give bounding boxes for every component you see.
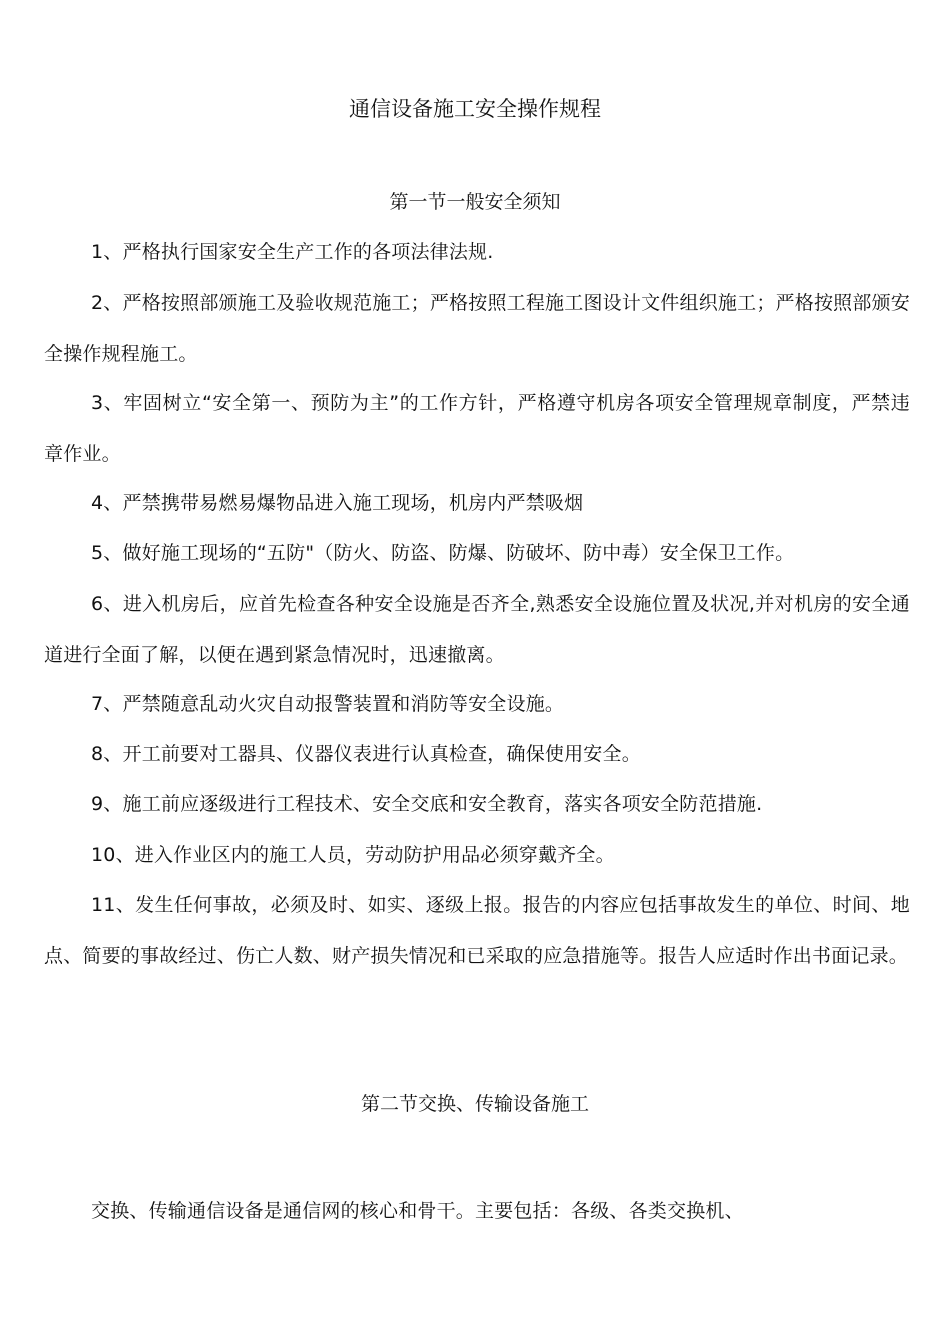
- section-1-item-2: 2、严格按照部颁施工及验收规范施工；严格按照工程施工图设计文件组织施工；严格按照部颁安全操作规程施工。: [44, 292, 910, 365]
- section-1-item-10: 10、进入作业区内的施工人员，劳动防护用品必须穿戴齐全。: [91, 844, 615, 866]
- section-1-item-6: 6、进入机房后，应首先检查各种安全设施是否齐全,熟悉安全设施位置及状况,并对机房的安全通道进行全面了解，以便在遇到紧急情况时，迅速撤离。: [44, 593, 910, 666]
- section-1-item-8: 8、开工前要对工器具、仪器仪表进行认真检查，确保使用安全。: [91, 743, 641, 765]
- section-1-item-4: 4、严禁携带易燃易爆物品进入施工现场，机房内严禁吸烟: [91, 492, 584, 514]
- section-1-item-9: 9、施工前应逐级进行工程技术、安全交底和安全教育，落实各项安全防范措施.: [91, 793, 763, 815]
- section-1-heading: 第一节一般安全须知: [389, 191, 561, 213]
- section-1-item-3: 3、牢固树立“安全第一、预防为主”的工作方针，严格遵守机房各项安全管理规章制度，严禁违章作业。: [44, 392, 910, 465]
- section-1-item-5: 5、做好施工现场的“五防"（防火、防盗、防爆、防破坏、防中毒）安全保卫工作。: [91, 542, 795, 564]
- document-title: 通信设备施工安全操作规程: [349, 97, 601, 121]
- section-1-item-1: 1、严格执行国家安全生产工作的各项法律法规.: [91, 241, 494, 263]
- section-2-intro: 交换、传输通信设备是通信网的核心和骨干。主要包括：各级、各类交换机、: [91, 1200, 744, 1222]
- section-2-heading: 第二节交换、传输设备施工: [360, 1093, 589, 1115]
- section-1-item-7: 7、严禁随意乱动火灾自动报警装置和消防等安全设施。: [91, 693, 565, 715]
- section-1-item-11: 11、发生任何事故，必须及时、如实、逐级上报。报告的内容应包括事故发生的单位、时间、地点、简要的事故经过、伤亡人数、财产损失情况和已采取的应急措施等。报告人应适时作出书面记录。: [44, 894, 910, 967]
